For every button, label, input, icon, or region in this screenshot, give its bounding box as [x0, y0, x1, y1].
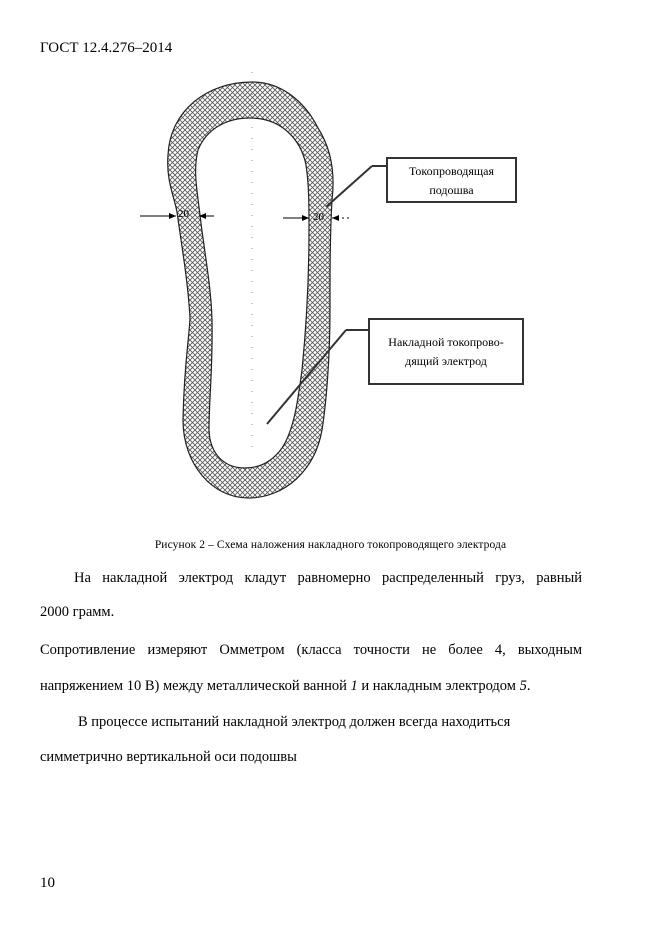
label-box-sole	[386, 157, 517, 203]
paragraph-2-text-c: .	[526, 678, 531, 694]
paragraph-2-ref-electrode: 5	[519, 678, 527, 694]
dimension-arrow-left-outer	[169, 213, 176, 219]
paragraph-1-line-2: 2000 грамм.	[40, 604, 115, 620]
label-box-electrode	[368, 318, 524, 385]
label-sole-line1: Токопроводящая	[408, 164, 495, 178]
paragraph-2-line-1: Сопротивление измеряют Омметром (класса точности не более 4, выходным	[40, 642, 582, 658]
paragraph-3-line-2: симметрично вертикальной оси подошвы	[40, 749, 297, 765]
page-number: 10	[40, 875, 55, 891]
paragraph-3-line-1: В процессе испытаний накладной электрод должен всегда находиться	[78, 714, 511, 730]
figure-caption: Рисунок 2 – Схема наложения накладного токопроводящего электрода	[154, 539, 507, 551]
paragraph-1-line-1: На накладной электрод кладут равномерно распределенный груз, равный	[74, 570, 582, 586]
dimension-label-right: 20	[313, 211, 324, 223]
dimension-arrow-right-inner	[332, 215, 339, 221]
label-electrode-line1: Накладной токопрово-	[388, 335, 504, 349]
paragraph-2-ref-bath: 1	[350, 678, 358, 694]
paragraph-2-text-b: и накладным электродом	[357, 678, 520, 694]
document-header: ГОСТ 12.4.276–2014	[40, 40, 173, 56]
paragraph-2-text-a: напряжением 10 В) между металлической ванной	[40, 678, 351, 694]
label-sole-line2: подошва	[429, 183, 474, 197]
dimension-label-left: 20	[178, 208, 189, 220]
paragraph-2-line-2	[40, 670, 530, 703]
label-electrode-line2: дящий электрод	[405, 354, 487, 368]
conductive-sole-band	[168, 82, 333, 498]
dimension-arrow-right-outer	[302, 215, 309, 221]
